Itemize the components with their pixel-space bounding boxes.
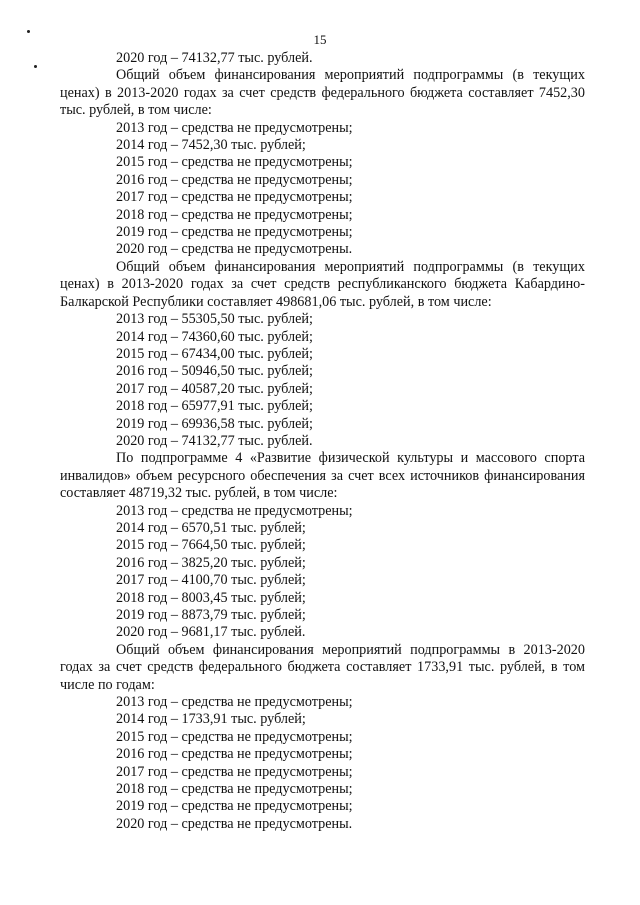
republic-funding-paragraph: Общий объем финансирования мероприятий подпрограммы (в текущих ценах) в 2013-2020 годах за счет средств республиканского бюджета Кабардино-Балкарской Республики составляет 498681,06 тыс. рублей, в том числе: xyxy=(60,258,585,310)
page-number: 15 xyxy=(313,32,327,47)
funding-year-line: 2019 год – 8873,79 тыс. рублей; xyxy=(116,607,306,623)
funding-year-line: 2020 год – 9681,17 тыс. рублей. xyxy=(116,624,306,641)
funding-line-2020: 2020 год – 74132,77 тыс. рублей. xyxy=(116,50,313,66)
funding-year-line: 2016 год – 3825,20 тыс. рублей; xyxy=(116,554,306,571)
funding-year-line: 2017 год – средства не предусмотрены; xyxy=(116,763,353,780)
funding-year-line: 2017 год – 40587,20 тыс. рублей; xyxy=(116,380,313,397)
funding-year-line: 2016 год – средства не предусмотрены; xyxy=(116,171,353,188)
funding-year-line: 2013 год – 55305,50 тыс. рублей; xyxy=(116,311,313,328)
funding-year-line: 2019 год – средства не предусмотрены; xyxy=(116,798,353,815)
funding-year-line: 2018 год – 65977,91 тыс. рублей; xyxy=(116,398,313,415)
federal-funding-paragraph-2: Общий объем финансирования мероприятий подпрограммы в 2013-2020 годах за счет средств федерального бюджета составляет 1733,91 тыс. рублей, в том числе по годам: xyxy=(60,641,585,693)
funding-year-line: 2014 год – 74360,60 тыс. рублей; xyxy=(116,328,313,345)
funding-year-line: 2020 год – средства не предусмотрены. xyxy=(116,241,353,258)
funding-year-line: 2018 год – 8003,45 тыс. рублей; xyxy=(116,589,306,606)
funding-year-line: 2015 год – 67434,00 тыс. рублей; xyxy=(116,345,313,362)
funding-year-line: 2013 год – средства не предусмотрены; xyxy=(116,119,353,136)
funding-year-line: 2018 год – средства не предусмотрены; xyxy=(116,781,353,798)
funding-year-line: 2020 год – средства не предусмотрены. xyxy=(116,815,353,832)
funding-year-line: 2014 год – 6570,51 тыс. рублей; xyxy=(116,519,306,536)
funding-year-line: 2016 год – 50946,50 тыс. рублей; xyxy=(116,363,313,380)
funding-year-line: 2015 год – средства не предусмотрены; xyxy=(116,728,353,745)
funding-year-line: 2014 год – 7452,30 тыс. рублей; xyxy=(116,137,306,154)
funding-year-line: 2018 год – средства не предусмотрены; xyxy=(116,206,353,223)
funding-year-line: 2015 год – средства не предусмотрены; xyxy=(116,154,353,171)
funding-year-line: 2016 год – средства не предусмотрены; xyxy=(116,746,353,763)
funding-year-line: 2013 год – средства не предусмотрены; xyxy=(116,502,353,519)
scan-speck xyxy=(27,30,30,33)
funding-year-line: 2019 год – 69936,58 тыс. рублей; xyxy=(116,415,313,432)
funding-year-line: 2014 год – 1733,91 тыс. рублей; xyxy=(116,711,306,728)
subprogram-4-paragraph: По подпрограмме 4 «Развитие физической культуры и массового спорта инвалидов» объем ресурсного обеспечения за счет всех источников финансирования составляет 48719,32 тыс. рублей, в том числе: xyxy=(60,450,585,502)
funding-year-line: 2013 год – средства не предусмотрены; xyxy=(116,694,353,711)
funding-year-line: 2020 год – 74132,77 тыс. рублей. xyxy=(116,432,313,449)
funding-year-line: 2017 год – 4100,70 тыс. рублей; xyxy=(116,572,306,589)
funding-year-line: 2019 год – средства не предусмотрены; xyxy=(116,224,353,241)
document-body xyxy=(60,50,585,833)
funding-year-line: 2015 год – 7664,50 тыс. рублей; xyxy=(116,537,306,554)
funding-year-line: 2017 год – средства не предусмотрены; xyxy=(116,189,353,206)
scan-speck xyxy=(34,65,37,68)
federal-funding-paragraph: Общий объем финансирования мероприятий подпрограммы (в текущих ценах) в 2013-2020 годах за счет средств федерального бюджета составляет 7452,30 тыс. рублей, в том числе: xyxy=(60,67,585,119)
